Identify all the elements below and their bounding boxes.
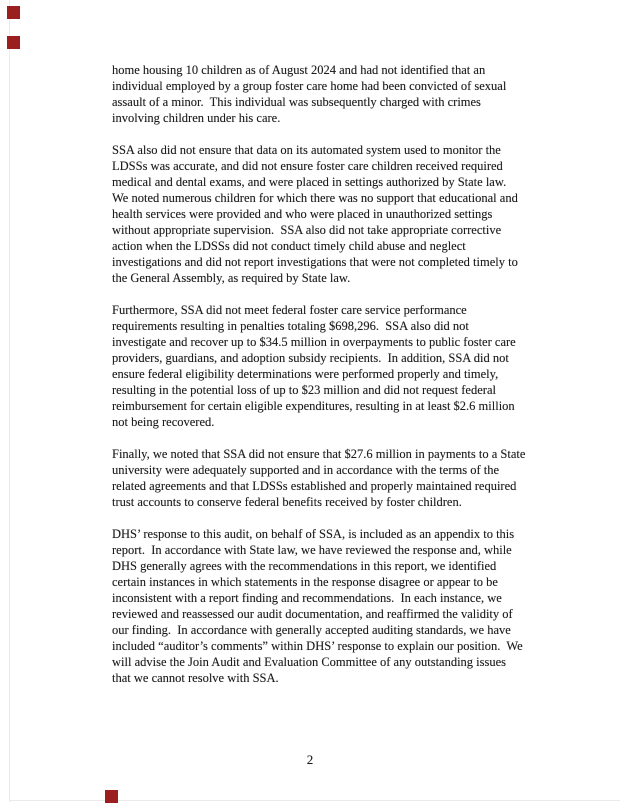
paragraph-4: Finally, we noted that SSA did not ensure that $27.6 million in payments to a State university were adequately supported and in accordance with the terms of the related agreements and that LDSSs established and properly maintained required trust accounts to conserve federal benefits received by foster children. <box>112 447 529 509</box>
page-number: 2 <box>306 752 314 767</box>
document-body <box>112 62 529 702</box>
red-square-marker-top-2 <box>7 36 20 49</box>
page-left-edge <box>9 0 10 802</box>
paragraph-1: home housing 10 children as of August 2024 and had not identified that an individual employed by a group foster care home had been convicted of sexual assault of a minor. This individual was subsequently charged with crimes involving children under his care. <box>112 63 510 125</box>
red-square-marker-top-1 <box>7 6 20 19</box>
page-bottom-edge <box>9 800 620 801</box>
paragraph-3: Furthermore, SSA did not meet federal foster care service performance requirements resulting in penalties totaling $698,296. SSA also did not investigate and recover up to $34.5 million in overpayments to public foster care providers, guardians, and adoption subsidy recipients. In addition, SSA did not ensure federal eligibility determinations were performed properly and timely, resulting in the potential loss of up to $23 million and did not request federal reimbursement for certain eligible expenditures, resulting in at least $2.6 million not being recovered. <box>112 303 519 429</box>
red-square-marker-bottom <box>105 790 118 803</box>
paragraph-5: DHS’ response to this audit, on behalf of SSA, is included as an appendix to this report. In accordance with State law, we have reviewed the response and, while DHS generally agrees with the recommendations in this report, we identified certain instances in which statements in the response disagree or appear to be inconsistent with a report finding and recommendations. In each instance, we reviewed and reassessed our audit documentation, and reaffirmed the validity of our finding. In accordance with generally accepted auditing standards, we have included “auditor’s comments” within DHS’ response to explain our position. We will advise the Join Audit and Evaluation Committee of any outstanding issues that we cannot resolve with SSA. <box>112 527 526 685</box>
paragraph-2: SSA also did not ensure that data on its automated system used to monitor the LDSSs was accurate, and did not ensure foster care children received required medical and dental exams, and were placed in settings authorized by State law. We noted numerous children for which there was no support that educational and health services were provided and who were placed in unauthorized settings without appropriate supervision. SSA also did not take appropriate corrective action when the LDSSs did not conduct timely child abuse and neglect investigations and did not report investigations that were not completed timely to the General Assembly, as required by State law. <box>112 143 521 285</box>
